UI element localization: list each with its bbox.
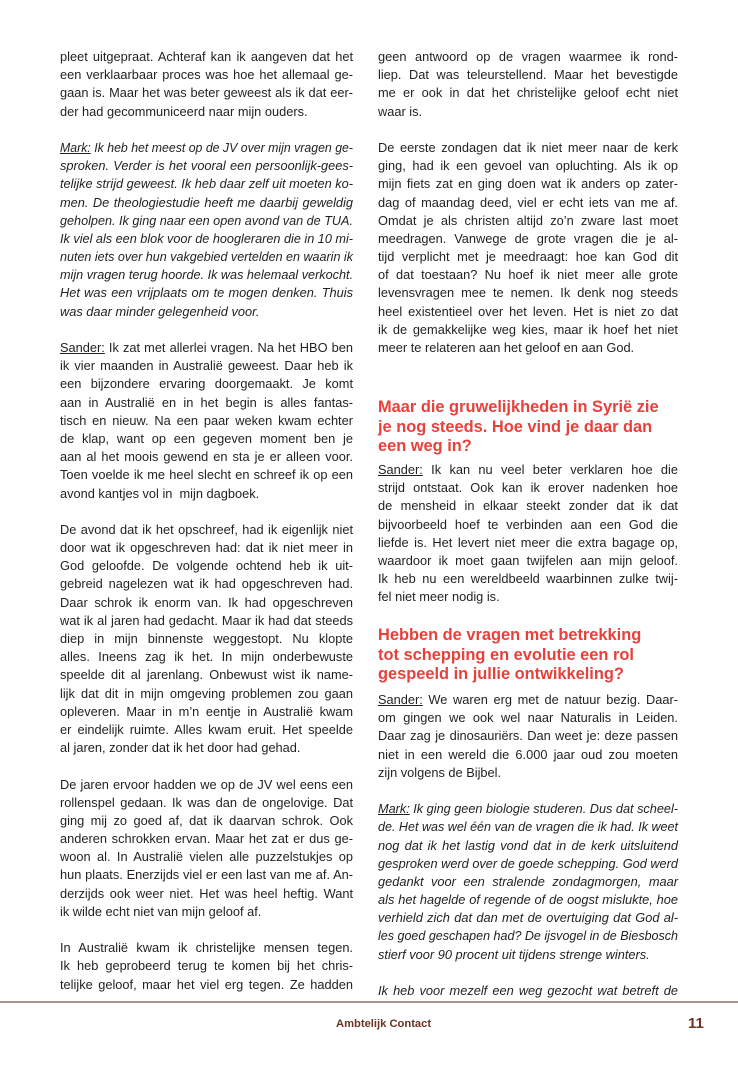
line-text: levensvragen mee te nemen. Ik denk nog steeds — [378, 285, 678, 301]
interview-answer — [378, 461, 678, 607]
line-text: gedankt voor een stralende zondagmorgen, maar — [378, 873, 678, 889]
text-line — [378, 479, 678, 497]
text-line — [60, 630, 353, 648]
text-line — [60, 448, 353, 466]
line-text: de mensheid in elkaar steekt zonder dat ik dat — [378, 498, 678, 514]
line-text: niet in een wereld die 6.000 jaar oud zou moeten — [378, 746, 678, 762]
line-text: liep. Dat was teleurstellend. Maar het bevestigde — [378, 67, 678, 83]
line-text: dag of maandag deed, viel er echt iets van me af. — [378, 194, 678, 210]
text-line — [378, 84, 678, 102]
line-text: Omdat je als christen altijd zo’n zware last moet — [378, 212, 678, 228]
text-line — [378, 103, 678, 121]
text-line — [60, 903, 353, 921]
text-line — [60, 521, 353, 539]
text-line — [60, 830, 353, 848]
line-text: anderen schrokken ervan. Maar het zat er dus ge- — [60, 831, 353, 847]
text-line — [60, 230, 353, 248]
text-line — [378, 552, 678, 570]
question-heading-2 — [378, 626, 678, 685]
text-line — [378, 891, 678, 909]
line-text: lijk dat dit in mijn omgeving problemen zou gaan — [60, 685, 353, 701]
text-line — [60, 139, 353, 157]
line-text: Ik ging geen biologie studeren. Dus dat scheel- — [409, 801, 678, 817]
line-text: ik vier maanden in Australië geweest. Daar heb ik — [60, 358, 353, 374]
text-line — [378, 534, 678, 552]
paragraph — [60, 776, 353, 922]
line-text: al jaren, zonder dat ik het door had gehad. — [60, 740, 301, 756]
text-line — [60, 976, 353, 994]
line-text: mijn vragen terug hoorde. Ik was helemaal verkocht. — [60, 267, 353, 283]
line-text: opleveren. Maar in m’n eentje in Australië kwam — [60, 703, 353, 719]
text-line — [60, 375, 353, 393]
paragraph — [60, 521, 353, 757]
line-text: Ik heb nu een wereldbeeld waarbinnen zulke twij- — [378, 571, 678, 587]
interview-answer — [60, 339, 353, 503]
text-line — [60, 939, 353, 957]
question-heading-1 — [378, 398, 678, 457]
text-line — [378, 157, 678, 175]
text-line — [378, 212, 678, 230]
text-line — [60, 430, 353, 448]
text-line — [60, 66, 353, 84]
line-text: Ik zat met allerlei vragen. Na het HBO ben — [104, 340, 353, 355]
text-line — [60, 885, 353, 903]
line-text: strijd ontstaat. Ook kan ik erover nadenken hoe — [378, 480, 678, 496]
text-line — [378, 800, 678, 818]
speaker-name: Sander: — [60, 340, 105, 355]
text-line — [378, 837, 678, 855]
text-line — [378, 855, 678, 873]
text-line — [60, 266, 353, 284]
text-line — [378, 873, 678, 891]
line-text: sproken. Verder is het vooral een persoonlijk-gees- — [60, 158, 353, 174]
text-line — [378, 266, 678, 284]
text-line — [60, 212, 353, 230]
left-column — [60, 48, 353, 1012]
text-line — [378, 248, 678, 266]
interview-answer — [60, 139, 353, 321]
text-line — [378, 691, 678, 709]
line-text: gebreid nagelezen wat ik had opgeschreven had. — [60, 576, 353, 592]
line-text: men. De theologiestudie heeft me daarbij geweldig — [60, 194, 353, 210]
line-text: ik wilde echt niet van mijn geloof af. — [60, 903, 262, 919]
text-line — [378, 588, 678, 606]
line-text: verhield zich dat dan met de overtuiging dat God al- — [378, 910, 678, 926]
line-text: Ik heb het meest op de JV over mijn vragen ge- — [90, 139, 353, 155]
text-line — [60, 594, 353, 612]
line-text: Toen voelde ik me heel slecht en schreef ik op een — [60, 467, 353, 483]
text-line — [378, 194, 678, 212]
text-line — [60, 685, 353, 703]
heading-line: een weg in? — [378, 437, 472, 456]
interview-answer — [378, 800, 678, 964]
text-line — [60, 648, 353, 666]
footer-publication-title: Ambtelijk Contact — [336, 1018, 432, 1030]
line-text: Daar schrok ik enorm van. Ik had opgeschreven — [60, 594, 353, 610]
text-line — [378, 746, 678, 764]
line-text: liefde is. Het levert niet meer die extra bagage op, — [378, 534, 678, 550]
line-text: mijn fiets zat en ging doen wat ik anders op zater- — [378, 176, 678, 192]
line-text: waar is. — [378, 103, 423, 119]
paragraph — [378, 48, 678, 121]
text-line — [378, 497, 678, 515]
line-text: hun plaats. Enerzijds viel er een last van me af. An- — [60, 867, 353, 883]
text-line — [60, 957, 353, 975]
line-text: speelde dit al jarenlang. Onbewust wist ik name- — [60, 667, 353, 683]
text-line — [60, 339, 353, 357]
text-line — [60, 866, 353, 884]
line-text: er eindelijk ruimte. Alles kwam eruit. Het speelde — [60, 721, 353, 737]
footer-divider — [0, 1001, 738, 1003]
text-line — [378, 909, 678, 927]
line-text: aan al het moois gewend en sta je er alleen voor. — [60, 449, 353, 465]
line-text: fel niet meer nodig is. — [378, 589, 500, 605]
line-text: Ik heb voor mezelf een weg gezocht wat betreft de — [378, 983, 678, 998]
text-line — [378, 339, 678, 357]
line-text: tisch en nieuw. Na een paar weken kwam echter — [60, 412, 353, 428]
line-text: gesproken werd over de goede schepping. God werd — [378, 855, 678, 871]
paragraph — [378, 982, 678, 1000]
text-line — [60, 157, 353, 175]
line-text: ging, had ik een gevoel van opluchting. Als ik op — [378, 158, 678, 174]
text-line — [60, 394, 353, 412]
speaker-name: Mark: — [378, 801, 410, 817]
heading-line: je nog steeds. Hoe vind je daar dan — [378, 417, 653, 436]
line-text: ging mij zo goed af, dat ik daarvan schrok. Ook — [60, 812, 353, 828]
text-line — [378, 321, 678, 339]
text-line — [60, 84, 353, 102]
line-text: ik de gemakkelijke weg kies, maar ik hoef het niet — [378, 321, 678, 337]
line-text: aan in Australië en in het begin is alles fantas- — [60, 394, 353, 410]
line-text: les goed geschapen had? De ijsvogel in de Biesbosch — [378, 928, 678, 944]
text-line — [60, 175, 353, 193]
text-line — [60, 48, 353, 66]
line-text: God geloofde. De volgende ochtend heb ik uit- — [60, 558, 353, 574]
line-text: meedragen. Vanwege de grote vragen die je al- — [378, 230, 678, 246]
text-line — [60, 666, 353, 684]
line-text: alles. Ineens zag ik het. In mijn onderbewuste — [60, 649, 353, 665]
line-text: telijke geloof, maar het viel erg tegen. Ze hadden — [60, 976, 353, 992]
paragraph — [378, 139, 678, 357]
heading-line: Hebben de vragen met betrekking — [378, 626, 642, 644]
line-text: der had gecommuniceerd naar mijn ouders. — [60, 103, 308, 119]
line-text: heel existentieel over het leven. Het is niet zo dat — [378, 303, 678, 319]
text-line — [60, 248, 353, 266]
paragraph — [60, 939, 353, 994]
text-line — [378, 139, 678, 157]
text-line — [378, 48, 678, 66]
line-text: De eerste zondagen dat ik niet meer naar de kerk — [378, 139, 678, 155]
line-text: de. Het was wel één van de vragen die ik had. Ik weet — [378, 819, 678, 835]
line-text: avond kantjes vol in mijn dagboek. — [60, 485, 260, 501]
line-text: een bijzondere ervaring doorgemaakt. Je komt — [60, 376, 353, 392]
answer-section-2 — [378, 691, 678, 1018]
speaker-name: Sander: — [378, 462, 423, 477]
page-number: 11 — [688, 1015, 704, 1032]
text-line — [60, 812, 353, 830]
text-line — [60, 284, 353, 302]
heading-line: Maar die gruwelijkheden in Syrië zie — [378, 398, 659, 416]
line-text: wat ik al jaren had gedacht. Maar ik had dat steeds — [60, 612, 353, 628]
right-intro-text — [378, 48, 678, 375]
line-text: tijd verplicht met je meedraagt: hoe kan God dit — [378, 249, 678, 265]
line-text: In Australië kwam ik christelijke mensen tegen. — [60, 940, 353, 956]
text-line — [378, 727, 678, 745]
line-text: bijvoorbeeld hoef te verbinden aan een God die — [378, 516, 678, 532]
line-text: stierf voor 90 procent uit tijdens strenge winters. — [378, 946, 650, 962]
line-text: gaan is. Maar het was beter geweest als ik dat eer- — [60, 85, 353, 101]
text-line — [60, 357, 353, 375]
text-line — [60, 848, 353, 866]
text-line — [378, 516, 678, 534]
text-line — [378, 303, 678, 321]
line-text: waardoor ik moet gaan twijfelen aan mijn geloof. — [378, 552, 678, 568]
line-text: me er ook in dat het christelijke geloof echt niet — [378, 85, 678, 101]
line-text: om gingen we ook wel naar Naturalis in Leiden. — [378, 710, 678, 726]
text-line — [60, 466, 353, 484]
line-text: diep in mijn binnenste weggestopt. Nu klopte — [60, 631, 353, 646]
text-line — [60, 412, 353, 430]
text-line — [378, 66, 678, 84]
text-line — [378, 175, 678, 193]
interview-answer — [378, 691, 678, 782]
text-line — [378, 818, 678, 836]
text-line — [378, 461, 678, 479]
speaker-name: Sander: — [378, 692, 423, 707]
line-text: Ik kan nu veel beter verklaren hoe die — [422, 462, 678, 477]
text-line — [60, 485, 353, 503]
line-text: woon al. In Australië vielen alle puzzelstukjes op — [60, 849, 353, 865]
text-line — [378, 764, 678, 782]
line-text: door wat ik opgeschreven had: dat ik niet meer in — [60, 540, 353, 556]
line-text: geholpen. Ik ging naar een open avond van de TUA. — [60, 212, 353, 228]
line-text: De jaren ervoor hadden we op de JV wel eens een — [60, 776, 353, 792]
text-line — [60, 557, 353, 575]
line-text: een verklaarbaar proces was hoe het allemaal ge- — [60, 67, 353, 83]
line-text: of dat toestaan? Nu hoef ik niet meer alle grote — [378, 267, 678, 283]
line-text: nuten iets over hun vakgebied vertelden en waarin ik — [60, 249, 353, 265]
text-line — [60, 612, 353, 630]
answer-section-1 — [378, 461, 678, 625]
text-line — [378, 230, 678, 248]
line-text: Het was een vrijplaats om te mogen denken. Thuis — [60, 285, 353, 301]
text-line — [60, 575, 353, 593]
line-text: We waren erg met de natuur bezig. Daar- — [422, 692, 678, 707]
text-line — [60, 303, 353, 321]
paragraph — [60, 48, 353, 121]
text-line — [60, 739, 353, 757]
heading-line: gespeeld in jullie ontwikkeling? — [378, 665, 624, 684]
line-text: derzijds ook weer niet. Het was heel heftig. Want — [60, 885, 353, 901]
line-text: De avond dat ik het opschreef, had ik eigenlijk niet — [60, 521, 353, 537]
line-text: nog dat ik het lastig vond dat in de kerk uitsluitend — [378, 837, 678, 853]
line-text: als het hagelde of regende of de oogst mislukte, hoe — [378, 892, 678, 908]
text-line — [60, 194, 353, 212]
line-text: pleet uitgepraat. Achteraf kan ik aangeven dat het — [60, 49, 353, 64]
line-text: meer te relateren aan het geloof en aan God. — [378, 340, 635, 355]
text-line — [378, 982, 678, 1000]
line-text: Ik viel als een blok voor de hoogleraren die in 10 mi- — [60, 230, 353, 246]
text-line — [378, 709, 678, 727]
text-line — [60, 703, 353, 721]
text-line — [378, 946, 678, 964]
text-line — [60, 776, 353, 794]
line-text: de klap, want op een gegeven moment ben je — [60, 430, 353, 446]
text-line — [60, 103, 353, 121]
text-line — [378, 284, 678, 302]
text-line — [60, 721, 353, 739]
text-line — [378, 927, 678, 945]
heading-line: tot schepping en evolutie een rol — [378, 645, 634, 664]
text-line — [60, 794, 353, 812]
speaker-name: Mark: — [60, 139, 91, 155]
text-line — [378, 570, 678, 588]
line-text: rollenspel gedaan. Ik was dan de ongelovige. Dat — [60, 794, 353, 810]
line-text: Ik heb geprobeerd terug te komen bij het chris- — [60, 958, 353, 974]
line-text: zijn volgens de Bijbel. — [378, 764, 502, 780]
line-text: Daar zag je dinosauriërs. Dan weet je: deze passen — [378, 728, 678, 744]
line-text: telijke strijd geweest. Ik heb daar zelf uit moeten ko- — [60, 176, 353, 192]
text-line — [60, 539, 353, 557]
line-text: geen antwoord op de vragen waarmee ik rond- — [378, 49, 678, 64]
line-text: was daar minder gelegenheid voor. — [60, 303, 260, 319]
